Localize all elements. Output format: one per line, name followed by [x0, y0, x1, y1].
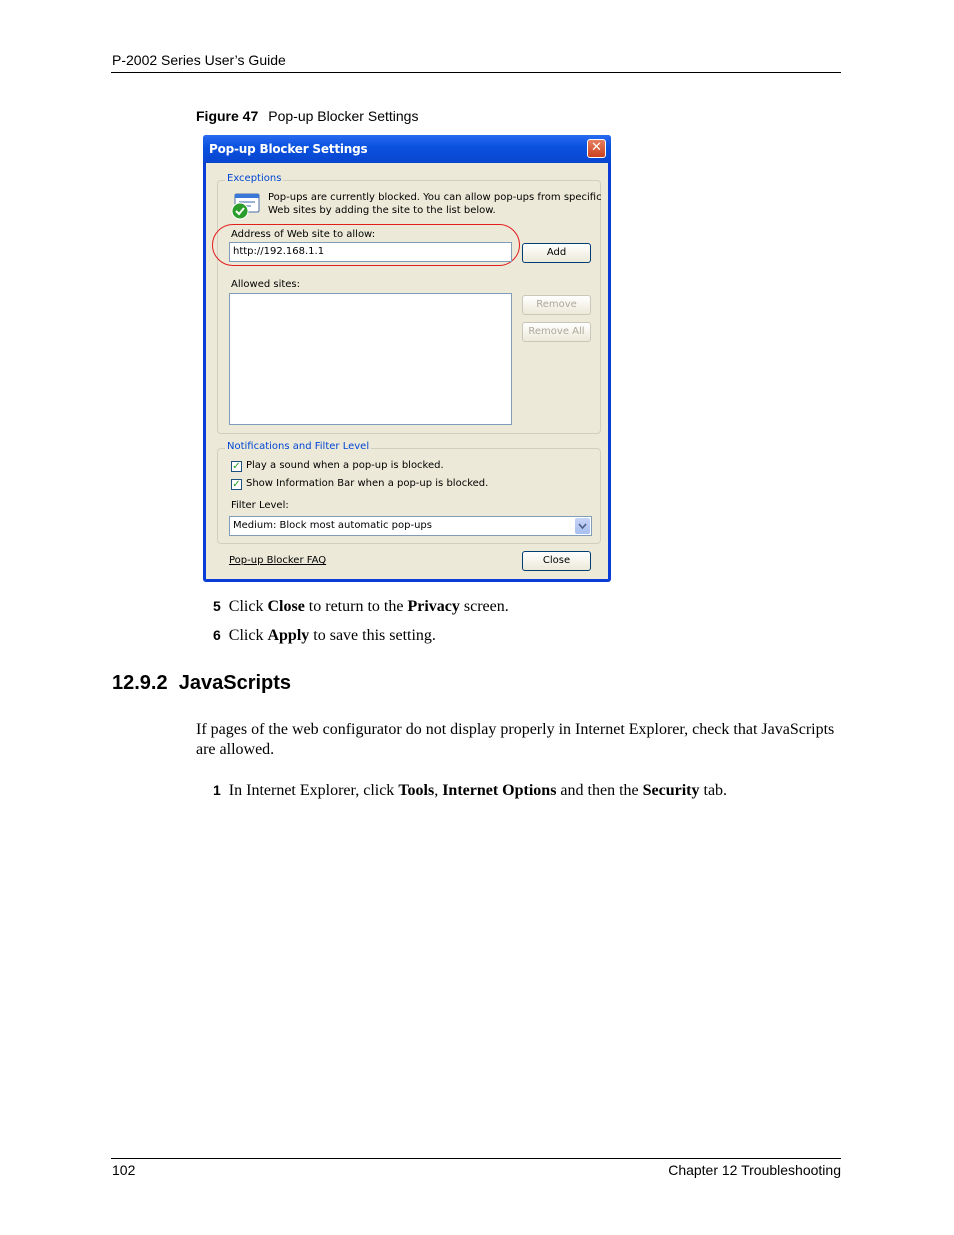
chevron-down-icon[interactable] [575, 518, 590, 534]
figure-caption [196, 108, 418, 124]
figure-title: Pop-up Blocker Settings [268, 108, 419, 124]
step-6: 6 Click Apply to save this setting. [213, 627, 436, 644]
section-heading [112, 672, 291, 695]
infobar-checkbox[interactable]: ✓ [232, 479, 241, 490]
header-rule [111, 72, 841, 73]
infobar-checkbox-label: Show Information Bar when a pop-up is blocked. [246, 478, 489, 489]
section-title: JavaScripts [178, 672, 292, 694]
exceptions-text-line2: Web sites by adding the site to the list below. [268, 205, 496, 216]
popup-shield-icon [230, 193, 260, 221]
dialog-title: Pop-up Blocker Settings [209, 142, 368, 156]
popup-blocker-dialog [203, 135, 611, 582]
close-icon[interactable]: ✕ [587, 139, 606, 158]
step-5: 5 Click Close to return to the Privacy screen. [213, 598, 509, 615]
dialog-titlebar [203, 135, 611, 163]
remove-button[interactable]: Remove [522, 295, 591, 315]
step-1: 1 In Internet Explorer, click Tools, Internet Options and then the Security tab. [213, 782, 728, 799]
dialog-body [206, 163, 608, 579]
chapter-title: Chapter 12 Troubleshooting [668, 1162, 841, 1178]
sound-checkbox[interactable]: ✓ [232, 461, 241, 472]
filter-level-label: Filter Level: [231, 500, 289, 511]
remove-all-button[interactable]: Remove All [522, 322, 591, 342]
page-number: 102 [112, 1162, 136, 1178]
section-number: 12.9.2 [112, 672, 168, 694]
notifications-legend: Notifications and Filter Level [227, 441, 370, 452]
address-label: Address of Web site to allow: [231, 229, 376, 240]
close-button[interactable]: Close [522, 551, 591, 571]
faq-link[interactable]: Pop-up Blocker FAQ [229, 555, 327, 566]
add-button[interactable]: Add [522, 243, 591, 263]
filter-level-select[interactable] [229, 516, 592, 536]
sound-checkbox-label: Play a sound when a pop-up is blocked. [246, 460, 444, 471]
footer-rule [111, 1158, 841, 1159]
allowed-sites-label: Allowed sites: [231, 279, 301, 290]
allowed-sites-list[interactable] [229, 293, 512, 425]
figure-label: Figure 47 [196, 108, 259, 124]
address-input[interactable]: http://192.168.1.1 [229, 242, 512, 262]
section-paragraph: If pages of the web configurator do not display properly in Internet Explorer, check that JavaScripts are allowed. [196, 721, 835, 758]
page-header: P-2002 Series User’s Guide [112, 52, 286, 68]
exceptions-legend: Exceptions [227, 173, 282, 184]
filter-level-value: Medium: Block most automatic pop-ups [233, 520, 432, 531]
exceptions-text-line1: Pop-ups are currently blocked. You can allow pop-ups from specific [268, 192, 602, 203]
